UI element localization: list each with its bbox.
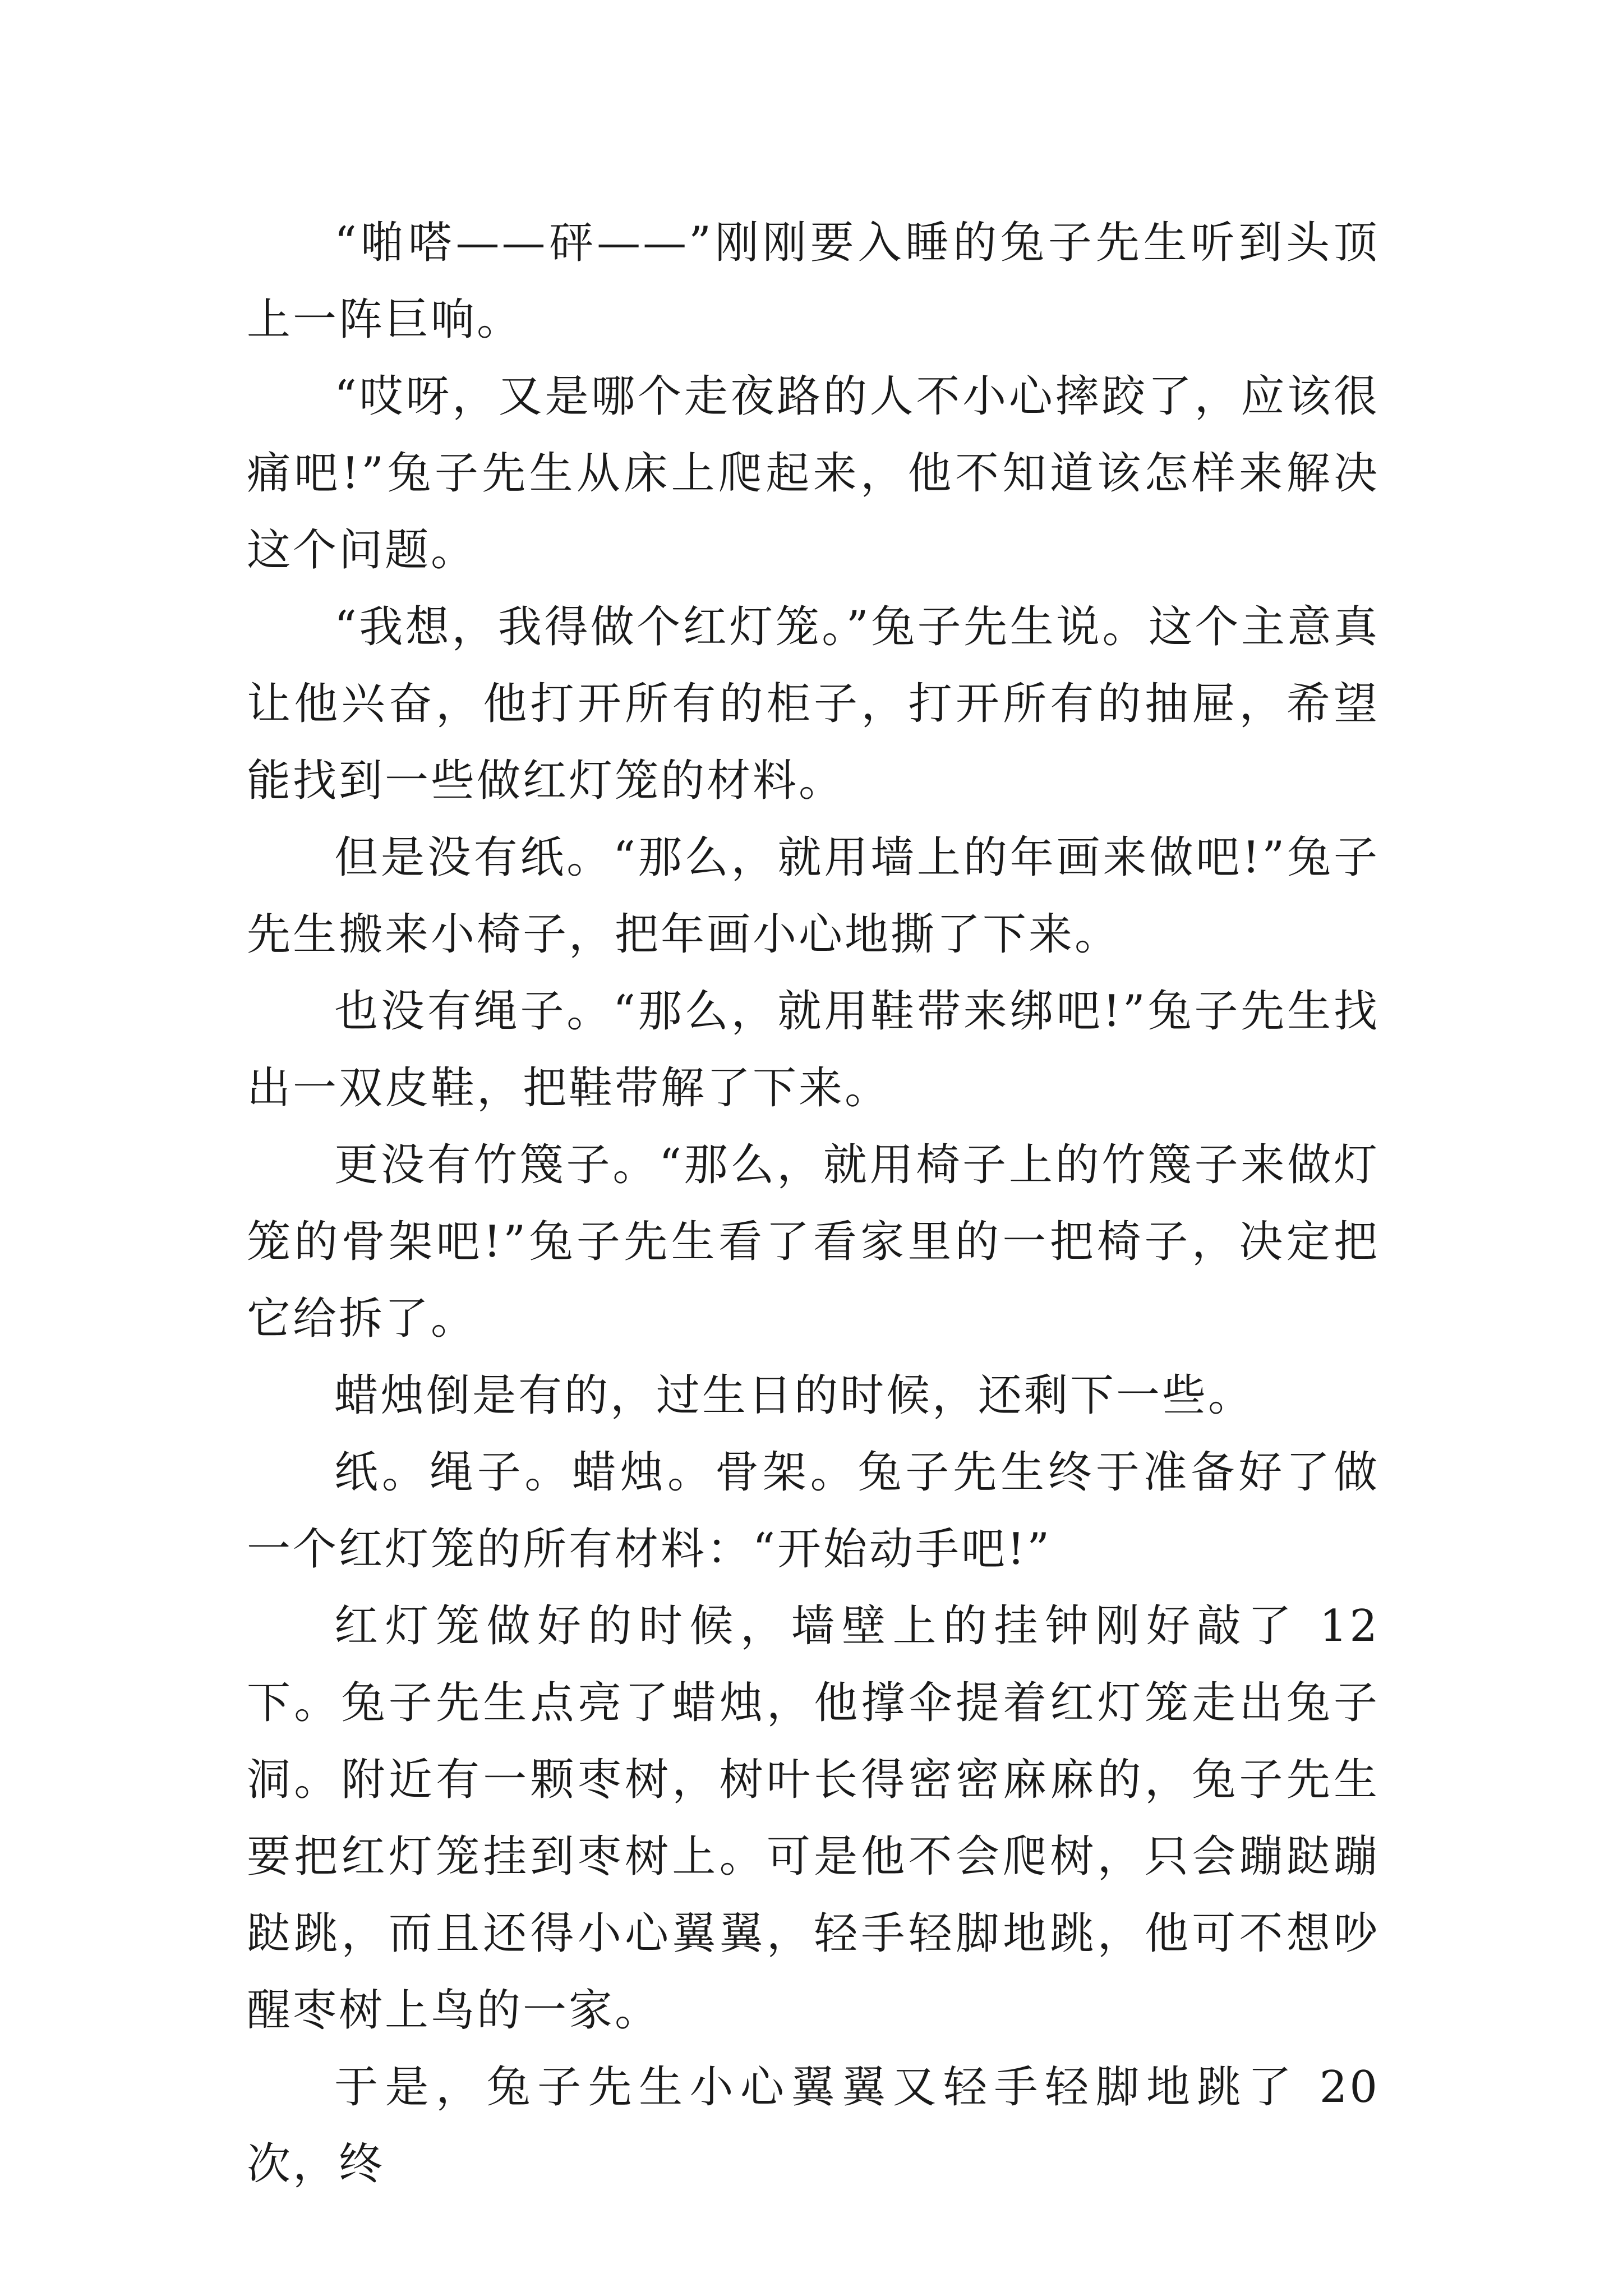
paragraph: “我想，我得做个红灯笼。”兔子先生说。这个主意真让他兴奋，他打开所有的柜子，打开所有的抽屉，希望能找到一些做红灯笼的材料。 [247,602,1380,806]
paragraph: 但是没有纸。“那么，就用墙上的年画来做吧!”兔子先生搬来小椅子，把年画小心地撕了下来。 [247,832,1380,960]
paragraph: 红灯笼做好的时候，墙壁上的挂钟刚好敲了 12 下。兔子先生点亮了蜡烛，他撑伞提着红灯笼走出兔子洞。附近有一颗枣树，树叶长得密密麻麻的，兔子先生要把红灯笼挂到枣树上。可是他不会爬树，只会蹦跶蹦跶跳，而且还得小心翼翼，轻手轻脚地跳，他可不想吵醒枣树上鸟的一家。 [247,1601,1380,2036]
paragraph: 蜡烛倒是有的，过生日的时候，还剩下一些。 [334,1370,1255,1421]
paragraph: “哎呀，又是哪个走夜路的人不小心摔跤了，应该很痛吧!”兔子先生从床上爬起来，他不知道该怎样来解决这个问题。 [247,371,1380,576]
paragraph: 也没有绳子。“那么，就用鞋带来绑吧!”兔子先生找出一双皮鞋，把鞋带解了下来。 [247,986,1380,1114]
paragraph: 更没有竹篾子。“那么，就用椅子上的竹篾子来做灯笼的骨架吧!”兔子先生看了看家里的一把椅子，决定把它给拆了。 [247,1140,1380,1344]
story-text [247,205,1380,2203]
paragraph: “啪嗒——砰——”刚刚要入睡的兔子先生听到头顶上一阵巨响。 [247,218,1380,345]
paragraph: 纸。绳子。蜡烛。骨架。兔子先生终于准备好了做一个红灯笼的所有材料：“开始动手吧!” [247,1447,1380,1575]
paragraph: 于是，兔子先生小心翼翼又轻手轻脚地跳了 20 次，终 [247,2062,1380,2189]
